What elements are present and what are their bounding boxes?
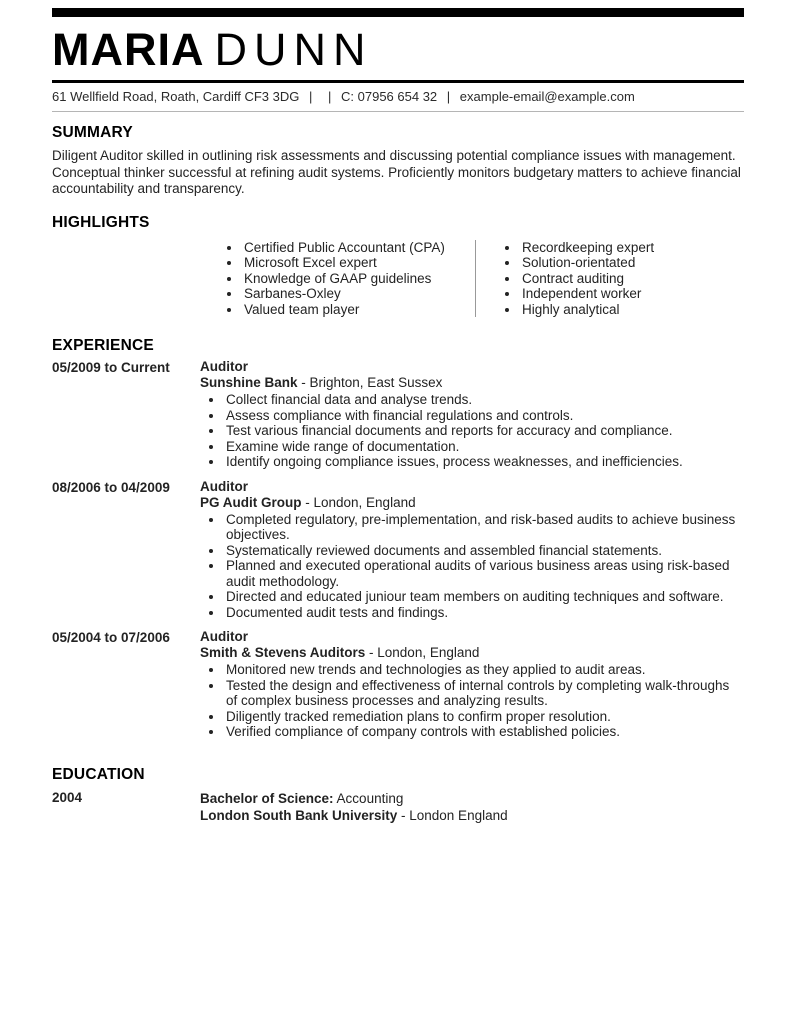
job-dates: 08/2006 to 04/2009: [52, 479, 170, 495]
highlight-item: • Solution-orientated: [520, 255, 654, 271]
job-bullet: • Identify ongoing compliance issues, process weaknesses, and inefficiencies.: [224, 454, 744, 470]
education-entry: [52, 790, 744, 824]
experience-entry: [52, 629, 744, 740]
highlight-item: • Valued team player: [242, 302, 475, 318]
job-title: Auditor: [200, 359, 248, 375]
job-bullet: • Directed and educated juniour team members on auditing techniques and software.: [224, 589, 744, 605]
highlight-item: • Independent worker: [520, 286, 654, 302]
education-degree: Bachelor of Science:: [200, 790, 334, 806]
contact-address: 61 Wellfield Road, Roath, Cardiff CF3 3DG: [52, 89, 300, 105]
education-year: 2004: [52, 789, 83, 805]
job-bullet: • Assess compliance with financial regulations and controls.: [224, 408, 744, 424]
experience-heading: EXPERIENCE: [52, 337, 154, 355]
contact-separator: |: [328, 89, 332, 105]
job-body: [200, 629, 744, 740]
contact-line: [52, 83, 744, 111]
job-bullet: • Monitored new trends and technologies as they applied to audit areas.: [224, 662, 744, 678]
job-bullet: • Planned and executed operational audits of various business areas using risk-based audit methodology.: [224, 558, 744, 589]
summary-text: Diligent Auditor skilled in outlining risk assessments and discussing potential compliance issues with management. Conceptual thinker successful at refining audit systems. Proficiently monitors budgetary matters to achieve financial accountability and transparency.: [52, 148, 741, 197]
experience-entry: [52, 479, 744, 621]
job-title: Auditor: [200, 629, 248, 645]
job-company-line: [200, 645, 744, 661]
highlight-item: • Highly analytical: [520, 302, 654, 318]
contact-separator: |: [446, 89, 451, 105]
job-location: - London, England: [365, 645, 480, 661]
highlight-item: • Recordkeeping expert: [520, 240, 654, 256]
job-location: - London, England: [301, 494, 416, 510]
highlights-columns: [52, 240, 744, 318]
job-body: [200, 359, 744, 470]
header-top-bar: [52, 8, 744, 17]
contact-separator: |: [308, 89, 313, 105]
education-school-line: [200, 807, 744, 824]
job-company: Smith & Stevens Auditors: [200, 645, 366, 661]
highlight-item: • Contract auditing: [520, 271, 654, 287]
contact-phone: C: 07956 654 32: [341, 89, 438, 105]
last-name: DUNN: [214, 24, 373, 75]
job-company: Sunshine Bank: [200, 375, 298, 391]
job-bullet: • Diligently tracked remediation plans to confirm proper resolution.: [224, 709, 744, 725]
job-bullet: • Completed regulatory, pre-implementation, and risk-based audits to achieve business objectives.: [224, 512, 744, 543]
job-bullet: • Examine wide range of documentation.: [224, 439, 744, 455]
job-bullet-list: [200, 512, 744, 621]
highlight-item: • Microsoft Excel expert: [242, 255, 475, 271]
experience-entry: [52, 359, 744, 470]
highlights-right-list: [500, 240, 654, 318]
job-bullet: • Tested the design and effectiveness of internal controls by completing walk-throughs of complex business processes and analyzing results.: [224, 678, 744, 709]
first-name: MARIA: [52, 24, 205, 75]
job-bullet-list: [200, 662, 744, 740]
job-location: - Brighton, East Sussex: [297, 375, 443, 391]
summary-heading: SUMMARY: [52, 124, 133, 142]
job-title: Auditor: [200, 478, 248, 494]
education-heading: EDUCATION: [52, 765, 145, 783]
education-school: London South Bank University: [200, 807, 398, 823]
page-title: [52, 26, 744, 73]
job-bullet: • Collect financial data and analyse trends.: [224, 392, 744, 408]
education-body: [200, 790, 744, 824]
highlight-item: • Sarbanes-Oxley: [242, 286, 475, 302]
job-company: PG Audit Group: [200, 494, 302, 510]
job-bullet: • Systematically reviewed documents and assembled financial statements.: [224, 543, 744, 559]
job-dates: 05/2004 to 07/2006: [52, 630, 170, 646]
job-bullet: • Test various financial documents and reports for accuracy and compliance.: [224, 423, 744, 439]
highlights-left-list: [222, 240, 475, 318]
job-dates: 05/2009 to Current: [52, 360, 170, 376]
highlight-item: • Certified Public Accountant (CPA): [242, 240, 475, 256]
job-body: [200, 479, 744, 621]
education-school-location: - London England: [397, 807, 508, 823]
job-bullet: • Verified compliance of company controls with established policies.: [224, 724, 744, 740]
highlights-divider: [475, 240, 476, 318]
education-degree-field: Accounting: [333, 790, 404, 806]
highlights-heading: HIGHLIGHTS: [52, 213, 150, 231]
contact-divider: [52, 111, 744, 112]
education-degree-line: [200, 790, 744, 807]
job-company-line: [200, 375, 744, 391]
job-bullet-list: [200, 392, 744, 470]
job-bullet: • Documented audit tests and findings.: [224, 605, 744, 621]
highlight-item: • Knowledge of GAAP guidelines: [242, 271, 475, 287]
contact-email: example-email@example.com: [459, 89, 635, 105]
job-company-line: [200, 495, 744, 511]
